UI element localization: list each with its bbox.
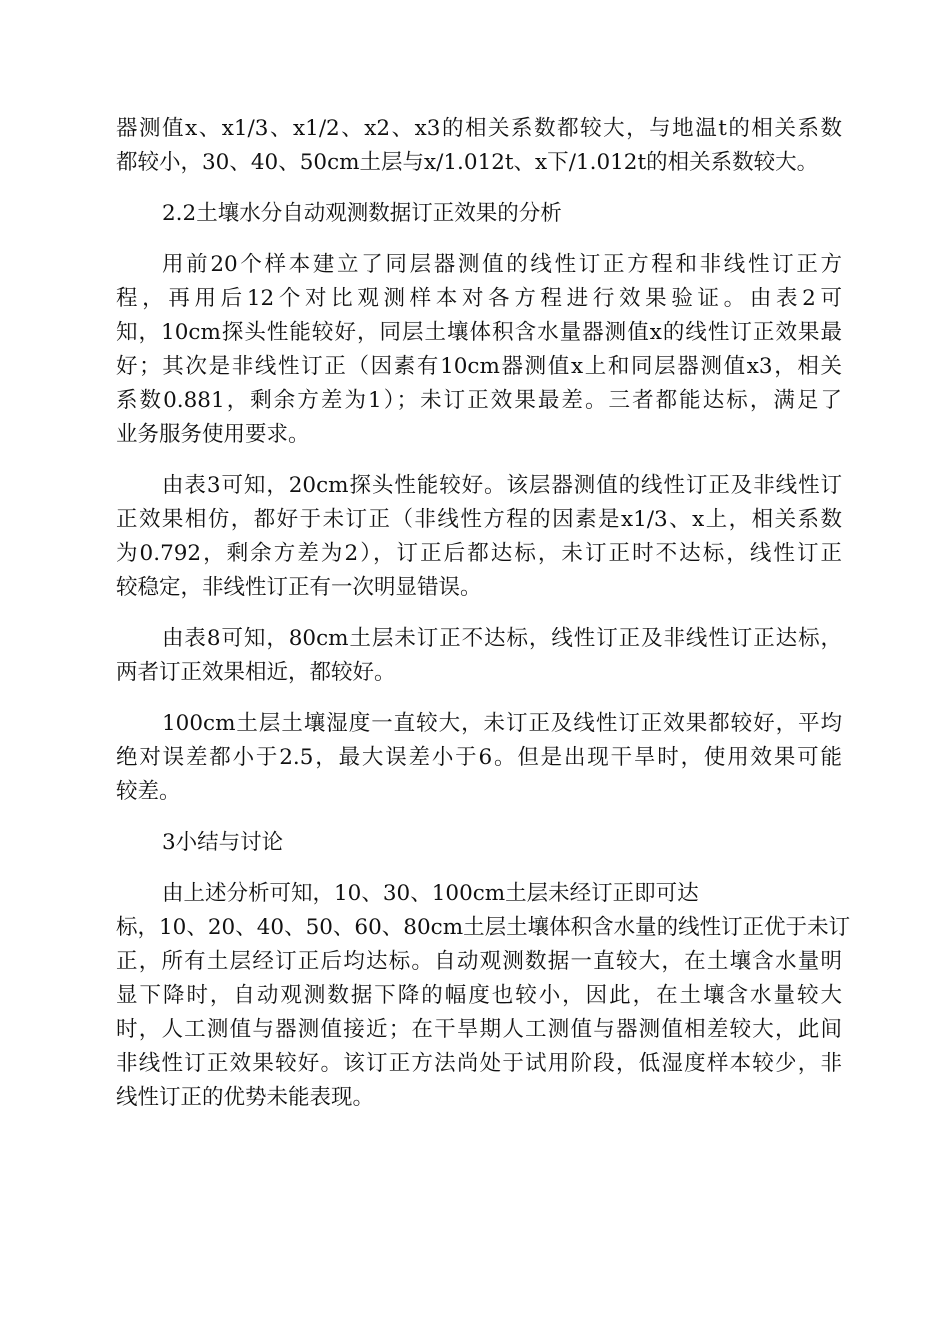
text-line: 非线性订正效果较好。该订正方法尚处于试用阶段，低湿度样本较少，非 (116, 1051, 842, 1076)
paragraph-table3-analysis (116, 469, 842, 605)
text-line: 系数0.881，剩余方差为1）；未订正效果最差。三者都能达标，满足了 (116, 388, 842, 413)
paragraph-table8-analysis (116, 622, 842, 690)
heading-text: 2.2土壤水分自动观测数据订正效果的分析 (162, 201, 562, 226)
text-line: 器测值x、x1/3、x1/2、x2、x3的相关系数都较大，与地温t的相关系数 (116, 116, 842, 141)
paragraph-intro-continuation (116, 112, 842, 180)
text-line: 知，10cm探头性能较好，同层土壤体积含水量器测值x的线性订正效果最 (116, 320, 842, 345)
section-heading-2-2 (116, 197, 842, 231)
text-line: 正，所有土层经订正后均达标。自动观测数据一直较大，在土壤含水量明 (116, 949, 842, 974)
text-line: 由表3可知，20cm探头性能较好。该层器测值的线性订正及非线性订 (162, 473, 842, 498)
text-line: 都较小，30、40、50cm土层与x/1.012t、x下/1.012t的相关系数较大。 (116, 150, 819, 175)
text-line: 用前20个样本建立了同层器测值的线性订正方程和非线性订正方 (162, 252, 842, 277)
text-line: 由表8可知，80cm土层未订正不达标，线性订正及非线性订正达标， (162, 626, 842, 651)
text-line: 100cm土层土壤湿度一直较大，未订正及线性订正效果都较好，平均 (162, 711, 842, 736)
text-line: 时，人工测值与器测值接近；在干旱期人工测值与器测值相差较大，此间 (116, 1017, 842, 1042)
text-line: 两者订正效果相近，都较好。 (116, 660, 396, 685)
text-line: 由上述分析可知，10、30、100cm土层未经订正即可达 (162, 881, 699, 906)
text-line: 线性订正的优势未能表现。 (116, 1085, 375, 1110)
text-line: 较稳定，非线性订正有一次明显错误。 (116, 575, 482, 600)
paragraph-summary (116, 877, 851, 1115)
text-line: 业务服务使用要求。 (116, 422, 310, 447)
paragraph-table2-analysis (116, 248, 842, 452)
document-page (116, 112, 851, 1115)
text-line: 标，10、20、40、50、60、80cm土层土壤体积含水量的线性订正优于未订 (116, 915, 851, 940)
paragraph-100cm-analysis (116, 707, 842, 809)
text-line: 好；其次是非线性订正（因素有10cm器测值x上和同层器测值x3，相关 (116, 354, 842, 379)
text-line: 程，再用后12个对比观测样本对各方程进行效果验证。由表2可 (116, 286, 842, 311)
text-line: 为0.792，剩余方差为2），订正后都达标，未订正时不达标，线性订正 (116, 541, 842, 566)
text-line: 显下降时，自动观测数据下降的幅度也较小，因此，在土壤含水量较大 (116, 983, 842, 1008)
heading-text: 3小结与讨论 (162, 830, 284, 855)
text-line: 较差。 (116, 779, 181, 804)
text-line: 绝对误差都小于2.5，最大误差小于6。但是出现干旱时，使用效果可能 (116, 745, 842, 770)
text-line: 正效果相仿，都好于未订正（非线性方程的因素是x1/3、x上，相关系数 (116, 507, 842, 532)
section-heading-3 (116, 826, 842, 860)
